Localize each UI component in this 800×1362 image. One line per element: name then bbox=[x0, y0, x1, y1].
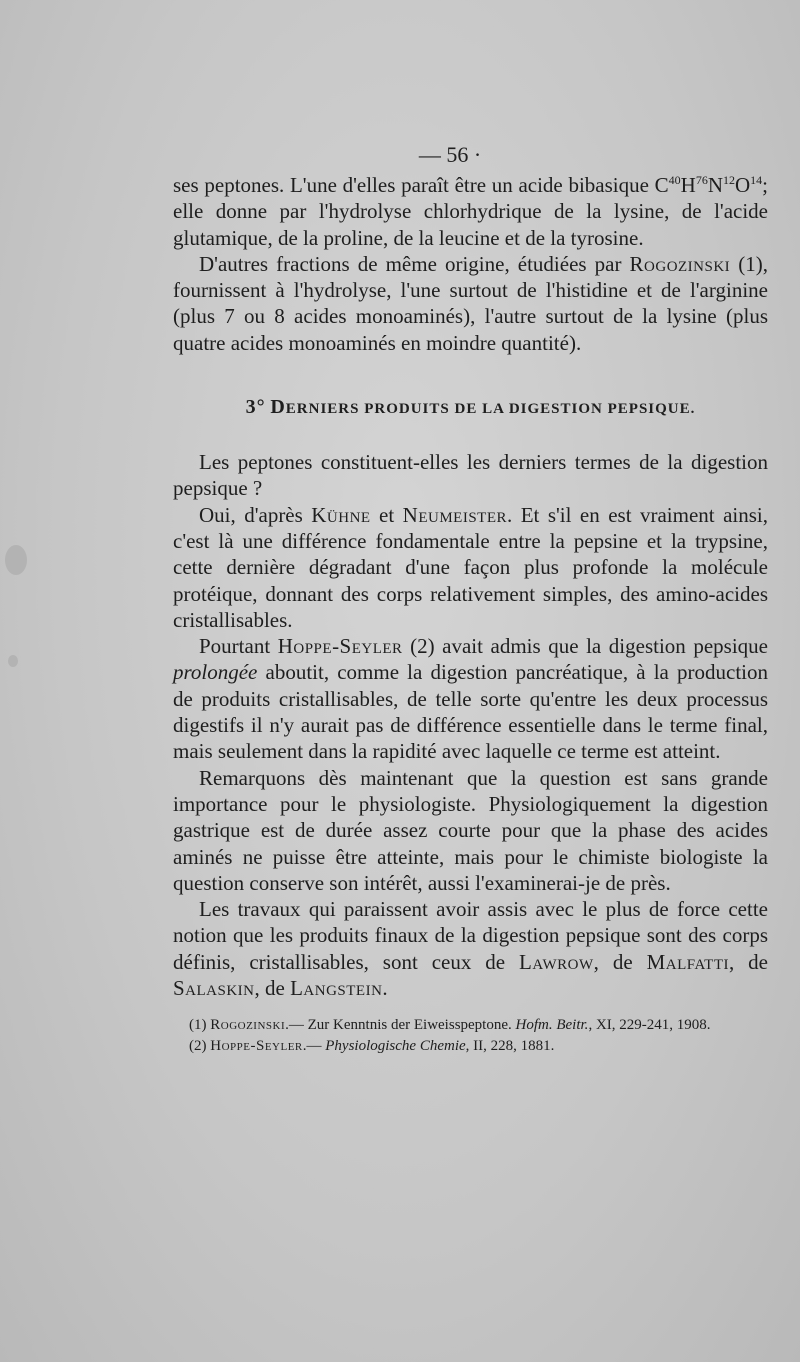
paragraph: Pourtant Hoppe-Seyler (2) avait admis que la digestion pepsique prolongée aboutit, comme la digestion pancréatique, à la production de produits cristallisables, de telle sorte qu'entre les deux processus digestifs il n'y aurait pas de différence essentielle dans le terme final, mais seulement dans la rapidité avec laquelle ce terme est atteint. bbox=[173, 634, 768, 764]
author-name: Kühne bbox=[311, 502, 371, 527]
paragraph: Les peptones constituent-elles les derniers termes de la digestion pepsique ? bbox=[173, 450, 768, 501]
paper-stain bbox=[5, 545, 27, 575]
footnotes bbox=[173, 1015, 768, 1057]
footnote: (1) Rogozinski.— Zur Kenntnis der Eiweisspeptone. Hofm. Beitr., XI, 229-241, 1908. bbox=[189, 1017, 711, 1034]
body-text bbox=[173, 172, 768, 1057]
page-number: — 56 · bbox=[418, 142, 482, 167]
paragraph: Les travaux qui paraissent avoir assis avec le plus de force cette notion que les produits finaux de la digestion pepsique sont des corps définis, cristallisables, sont ceux de Lawrow, de Malfatti, de Salaskin, de Langstein. bbox=[173, 897, 768, 1001]
paper-stain bbox=[8, 655, 18, 667]
section-heading: 3° DERNIERS PRODUITS DE LA DIGESTION PEPSIQUE. bbox=[245, 396, 696, 419]
author-name: Hoppe-Seyler bbox=[277, 634, 403, 659]
paragraph: ses peptones. L'une d'elles paraît être un acide bibasique $C^{40}H^{76}N^{12}O^{14}$; elle donne par l'hydrolyse chlorhydrique de la lysine, de l'acide glutamique, de la proline, de la leucine et de la tyrosine. bbox=[173, 173, 768, 250]
author-name: Lawrow bbox=[519, 949, 594, 974]
footnote: (2) Hoppe-Seyler.— Physiologische Chemie, II, 228, 1881. bbox=[189, 1038, 555, 1055]
author-name: Salaskin bbox=[173, 976, 255, 1001]
author-name: Rogozinski bbox=[629, 251, 731, 276]
paragraph: Remarquons dès maintenant que la question est sans grande importance pour le physiologiste. Physiologiquement la digestion gastrique est de durée assez courte pour que la phase des acides aminés ne puisse être atteinte, mais pour le chimiste biologiste la question conserve son intérêt, aussi l'examinerai-je de près. bbox=[173, 765, 768, 895]
author-name: Malfatti bbox=[646, 949, 729, 974]
paragraph: Oui, d'après Kühne et Neumeister. Et s'il en est vraiment ainsi, c'est là une différence fondamentale entre la pepsine et la trypsine, cette dernière dégradant d'une façon plus profonde la molécule protéique, donnant des corps relativement simples, des amino-acides cristallisables. bbox=[173, 502, 768, 632]
author-name: Neumeister bbox=[402, 502, 507, 527]
paragraph: D'autres fractions de même origine, étudiées par Rogozinski (1), fournissent à l'hydrolyse, l'une surtout de l'histidine et de l'arginine (plus 7 ou 8 acides monoaminés), l'autre surtout de la lysine (plus quatre acides monoaminés en moindre quantité). bbox=[173, 251, 768, 355]
author-name: Langstein bbox=[290, 976, 383, 1001]
